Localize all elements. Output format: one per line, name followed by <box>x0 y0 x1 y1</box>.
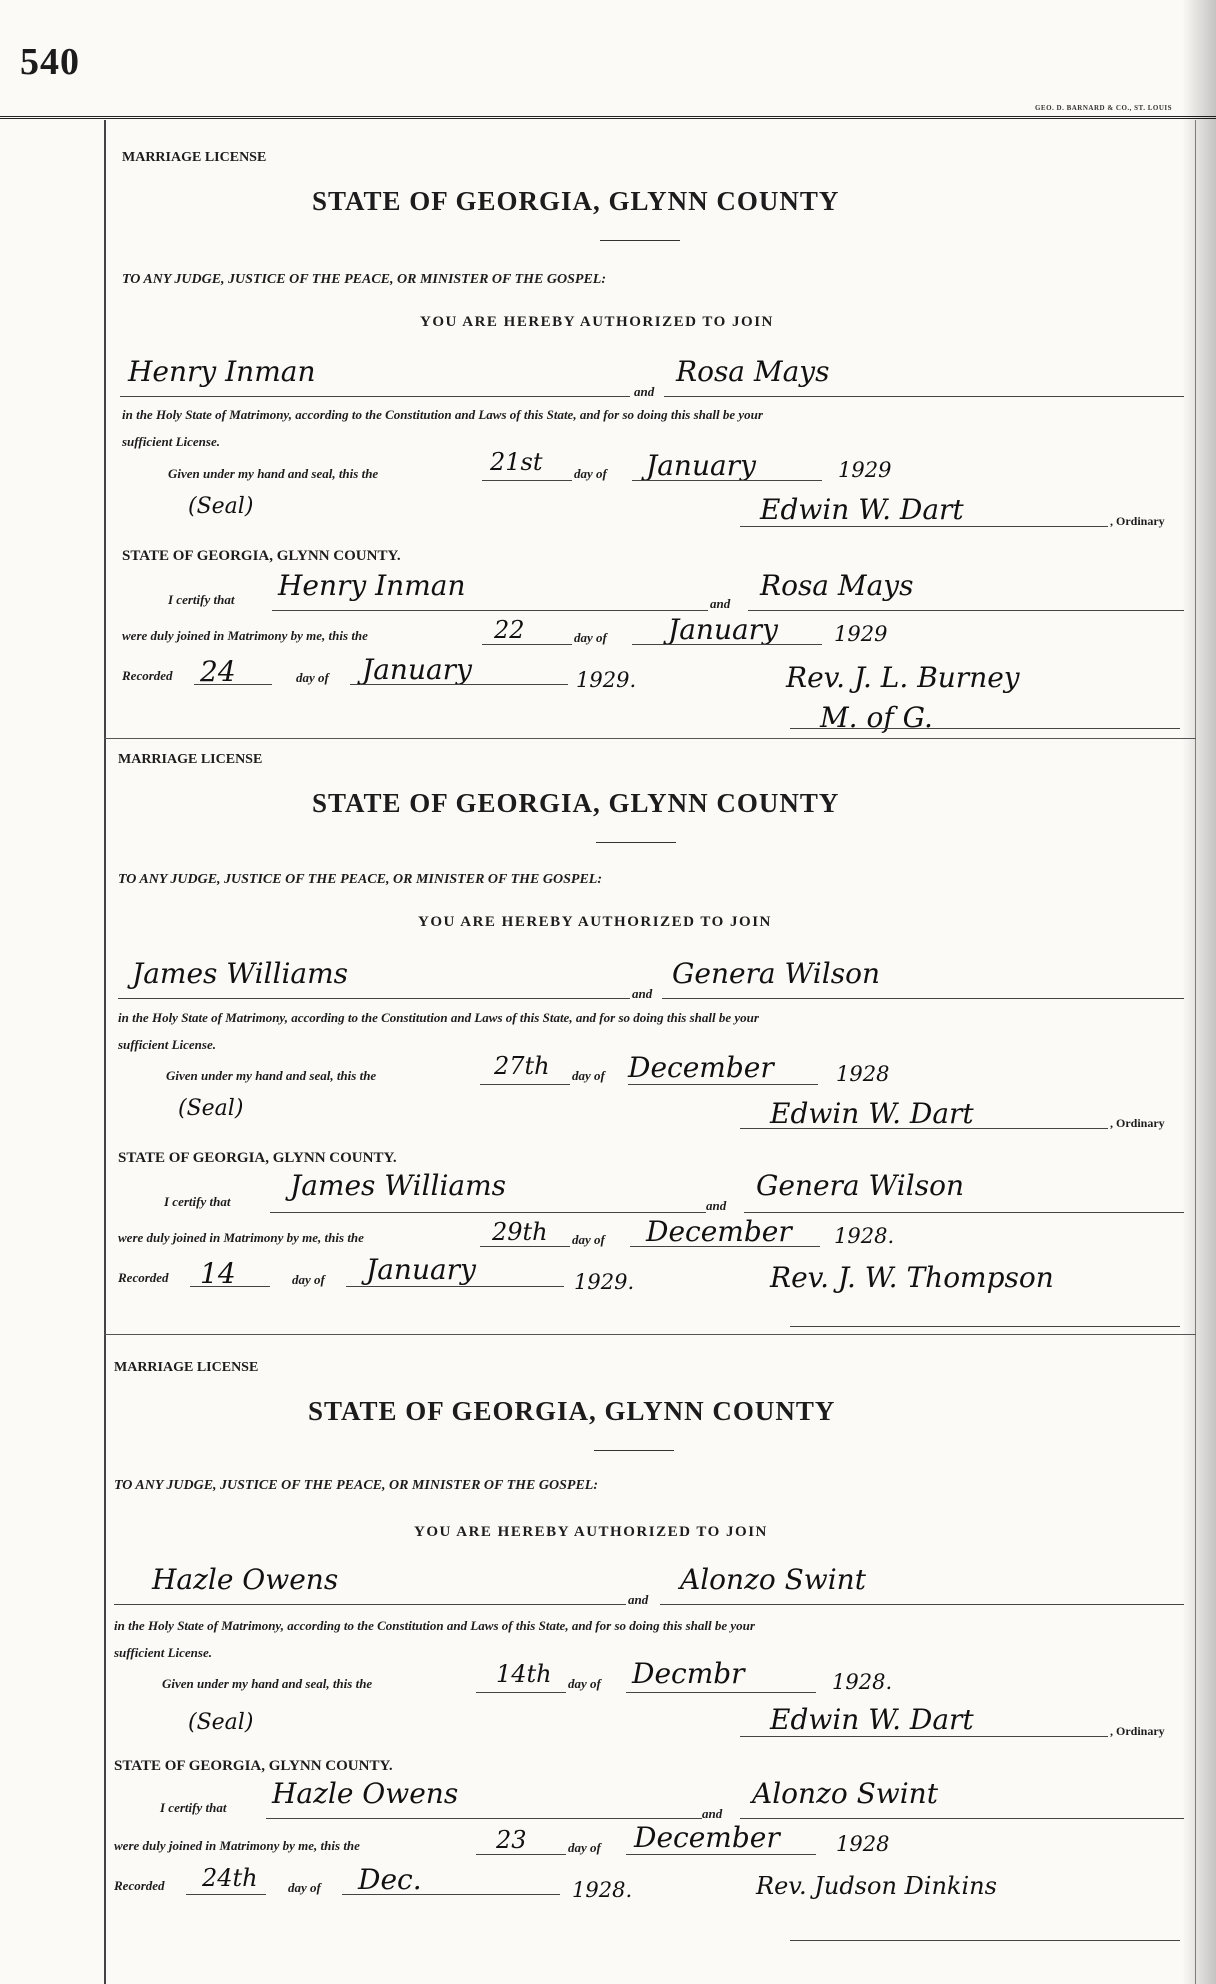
officiant-signature: Rev. J. L. Burney <box>786 661 1020 694</box>
title-divider <box>594 1450 674 1451</box>
joined-day-line <box>476 1854 566 1855</box>
ordinary-signature: Edwin W. Dart <box>770 1097 974 1130</box>
bride-name: Genera Wilson <box>672 957 880 990</box>
joined-day: 29th <box>492 1218 548 1246</box>
joined-month-line <box>626 1854 816 1855</box>
record-divider-2 <box>104 1334 1196 1335</box>
page-number: 540 <box>20 41 80 83</box>
cert-and-label: and <box>706 1198 727 1213</box>
top-rule <box>0 116 1216 119</box>
joined-month: December <box>634 1821 780 1854</box>
printer-imprint: GEO. D. BARNARD & CO., ST. LOUIS <box>1034 104 1172 112</box>
license-month-line <box>632 480 822 481</box>
joined-day: 23 <box>496 1826 527 1854</box>
groom-name: James Williams <box>132 957 349 990</box>
joined-day-line <box>480 1246 570 1247</box>
joined-month-line <box>630 1246 820 1247</box>
page-fold-shadow <box>1182 0 1216 1984</box>
recorded-month-line <box>342 1894 560 1895</box>
ordinary-label: , Ordinary <box>1110 514 1165 528</box>
bride-line <box>662 998 1184 999</box>
recorded-day-of: day of <box>288 1880 321 1895</box>
license-label: MARRIAGE LICENSE <box>118 752 263 767</box>
joined-day-of-label: day of <box>574 630 607 645</box>
joined-label: were duly joined in Matrimony by me, this the <box>114 1838 360 1853</box>
recorded-label: Recorded <box>114 1878 165 1893</box>
certify-label: I certify that <box>164 1194 231 1209</box>
recorded-day: 24 <box>200 655 236 688</box>
license-day-line <box>482 480 572 481</box>
license-label: MARRIAGE LICENSE <box>114 1360 259 1375</box>
cert-bride-line <box>740 1818 1184 1819</box>
recorded-day-of: day of <box>292 1272 325 1287</box>
ordinary-line <box>740 1736 1108 1737</box>
and-label: and <box>634 384 655 399</box>
recorded-day-of: day of <box>296 670 329 685</box>
officiant-line <box>790 1940 1180 1941</box>
officiant-line <box>790 728 1180 729</box>
day-of-label: day of <box>568 1676 601 1691</box>
matrimony-line: in the Holy State of Matrimony, according to the Constitution and Laws of this State, and for so doing this shall be your <box>122 407 763 422</box>
license-month: January <box>646 449 756 482</box>
left-margin-rule <box>104 120 106 1984</box>
recorded-label: Recorded <box>122 668 173 683</box>
license-day: 14th <box>496 1660 552 1688</box>
recorded-day: 24th <box>202 1864 258 1892</box>
and-label: and <box>632 986 653 1001</box>
joined-month: January <box>668 613 778 646</box>
officiant-title: M. of G. <box>820 701 933 734</box>
ordinary-label: , Ordinary <box>1110 1724 1165 1738</box>
certify-label: I certify that <box>160 1800 227 1815</box>
cert-heading: STATE OF GEORGIA, GLYNN COUNTY. <box>114 1758 393 1774</box>
given-label: Given under my hand and seal, this the <box>168 466 379 481</box>
seal-mark: (Seal) <box>188 494 254 519</box>
ordinary-label: , Ordinary <box>1110 1116 1165 1130</box>
license-title: STATE OF GEORGIA, GLYNN COUNTY <box>308 1396 836 1426</box>
joined-year: 1928. <box>834 1224 895 1248</box>
recorded-day-line <box>190 1286 270 1287</box>
record-divider-1 <box>104 738 1196 739</box>
license-month: Decmbr <box>632 1657 745 1690</box>
joined-label: were duly joined in Matrimony by me, this the <box>118 1230 364 1245</box>
recorded-month: January <box>362 653 472 686</box>
license-year: 1929 <box>838 458 892 482</box>
day-of-label: day of <box>572 1068 605 1083</box>
address-line: TO ANY JUDGE, JUSTICE OF THE PEACE, OR MINISTER OF THE GOSPEL: <box>118 872 602 887</box>
license-day: 27th <box>494 1052 550 1080</box>
recorded-month-line <box>346 1286 564 1287</box>
joined-day-line <box>482 644 572 645</box>
recorded-month-line <box>350 684 568 685</box>
seal-mark: (Seal) <box>178 1096 244 1121</box>
license-month-line <box>626 1692 816 1693</box>
recorded-year: 1928. <box>572 1878 633 1902</box>
recorded-month: January <box>366 1253 476 1286</box>
joined-day: 22 <box>494 616 525 644</box>
cert-bride-line <box>748 610 1184 611</box>
license-day-line <box>480 1084 570 1085</box>
bride-line <box>660 1604 1184 1605</box>
given-label: Given under my hand and seal, this the <box>166 1068 377 1083</box>
cert-groom-line <box>272 610 708 611</box>
authorized-line: YOU ARE HEREBY AUTHORIZED TO JOIN <box>418 914 772 930</box>
given-label: Given under my hand and seal, this the <box>162 1676 373 1691</box>
license-year: 1928 <box>836 1062 890 1086</box>
license-title: STATE OF GEORGIA, GLYNN COUNTY <box>312 186 840 216</box>
cert-groom: James Williams <box>290 1169 507 1202</box>
day-of-label: day of <box>574 466 607 481</box>
license-day: 21st <box>490 448 543 476</box>
recorded-day: 14 <box>200 1257 236 1290</box>
title-divider <box>596 842 676 843</box>
bride-name: Rosa Mays <box>676 355 830 388</box>
certify-label: I certify that <box>168 592 235 607</box>
groom-line <box>120 396 630 397</box>
cert-bride: Rosa Mays <box>760 569 914 602</box>
recorded-label: Recorded <box>118 1270 169 1285</box>
ordinary-line <box>740 1128 1108 1129</box>
joined-label: were duly joined in Matrimony by me, this the <box>122 628 368 643</box>
joined-year: 1928 <box>836 1832 890 1856</box>
bride-name: Alonzo Swint <box>680 1563 866 1596</box>
authorized-line: YOU ARE HEREBY AUTHORIZED TO JOIN <box>420 314 774 330</box>
address-line: TO ANY JUDGE, JUSTICE OF THE PEACE, OR MINISTER OF THE GOSPEL: <box>122 272 606 287</box>
sufficient-license: sufficient License. <box>118 1037 216 1052</box>
cert-groom-line <box>270 1212 706 1213</box>
license-month: December <box>628 1051 774 1084</box>
officiant-signature: Rev. J. W. Thompson <box>770 1261 1054 1294</box>
recorded-year: 1929. <box>574 1270 635 1294</box>
groom-line <box>114 1604 626 1605</box>
cert-heading: STATE OF GEORGIA, GLYNN COUNTY. <box>122 548 401 564</box>
license-month-line <box>628 1084 818 1085</box>
address-line: TO ANY JUDGE, JUSTICE OF THE PEACE, OR MINISTER OF THE GOSPEL: <box>114 1478 598 1493</box>
cert-bride: Genera Wilson <box>756 1169 964 1202</box>
groom-name: Henry Inman <box>128 355 316 388</box>
cert-bride-line <box>744 1212 1184 1213</box>
and-label: and <box>628 1592 649 1607</box>
groom-line <box>118 998 630 999</box>
authorized-line: YOU ARE HEREBY AUTHORIZED TO JOIN <box>414 1524 768 1540</box>
license-label: MARRIAGE LICENSE <box>122 150 267 165</box>
cert-groom: Henry Inman <box>278 569 466 602</box>
officiant-signature: Rev. Judson Dinkins <box>756 1872 997 1900</box>
cert-bride: Alonzo Swint <box>752 1777 938 1810</box>
recorded-year: 1929. <box>576 668 637 692</box>
joined-month: December <box>646 1215 792 1248</box>
title-divider <box>600 240 680 241</box>
matrimony-line: in the Holy State of Matrimony, according to the Constitution and Laws of this State, and for so doing this shall be your <box>114 1618 755 1633</box>
license-title: STATE OF GEORGIA, GLYNN COUNTY <box>312 788 840 818</box>
joined-day-of-label: day of <box>568 1840 601 1855</box>
joined-day-of-label: day of <box>572 1232 605 1247</box>
cert-and-label: and <box>702 1806 723 1821</box>
recorded-day-line <box>186 1894 266 1895</box>
license-day-line <box>476 1692 566 1693</box>
ordinary-signature: Edwin W. Dart <box>770 1703 974 1736</box>
cert-heading: STATE OF GEORGIA, GLYNN COUNTY. <box>118 1150 397 1166</box>
joined-year: 1929 <box>834 622 888 646</box>
ordinary-line <box>740 526 1108 527</box>
bride-line <box>664 396 1184 397</box>
cert-and-label: and <box>710 596 731 611</box>
seal-mark: (Seal) <box>188 1710 254 1735</box>
matrimony-line: in the Holy State of Matrimony, according to the Constitution and Laws of this State, and for so doing this shall be your <box>118 1010 759 1025</box>
ordinary-signature: Edwin W. Dart <box>760 493 964 526</box>
recorded-month: Dec. <box>358 1863 422 1896</box>
sufficient-license: sufficient License. <box>114 1645 212 1660</box>
cert-groom-line <box>266 1818 702 1819</box>
recorded-day-line <box>194 684 272 685</box>
groom-name: Hazle Owens <box>152 1563 339 1596</box>
license-year: 1928. <box>832 1670 893 1694</box>
cert-groom: Hazle Owens <box>272 1777 459 1810</box>
officiant-line <box>790 1326 1180 1327</box>
joined-month-line <box>632 644 822 645</box>
sufficient-license: sufficient License. <box>122 434 220 449</box>
